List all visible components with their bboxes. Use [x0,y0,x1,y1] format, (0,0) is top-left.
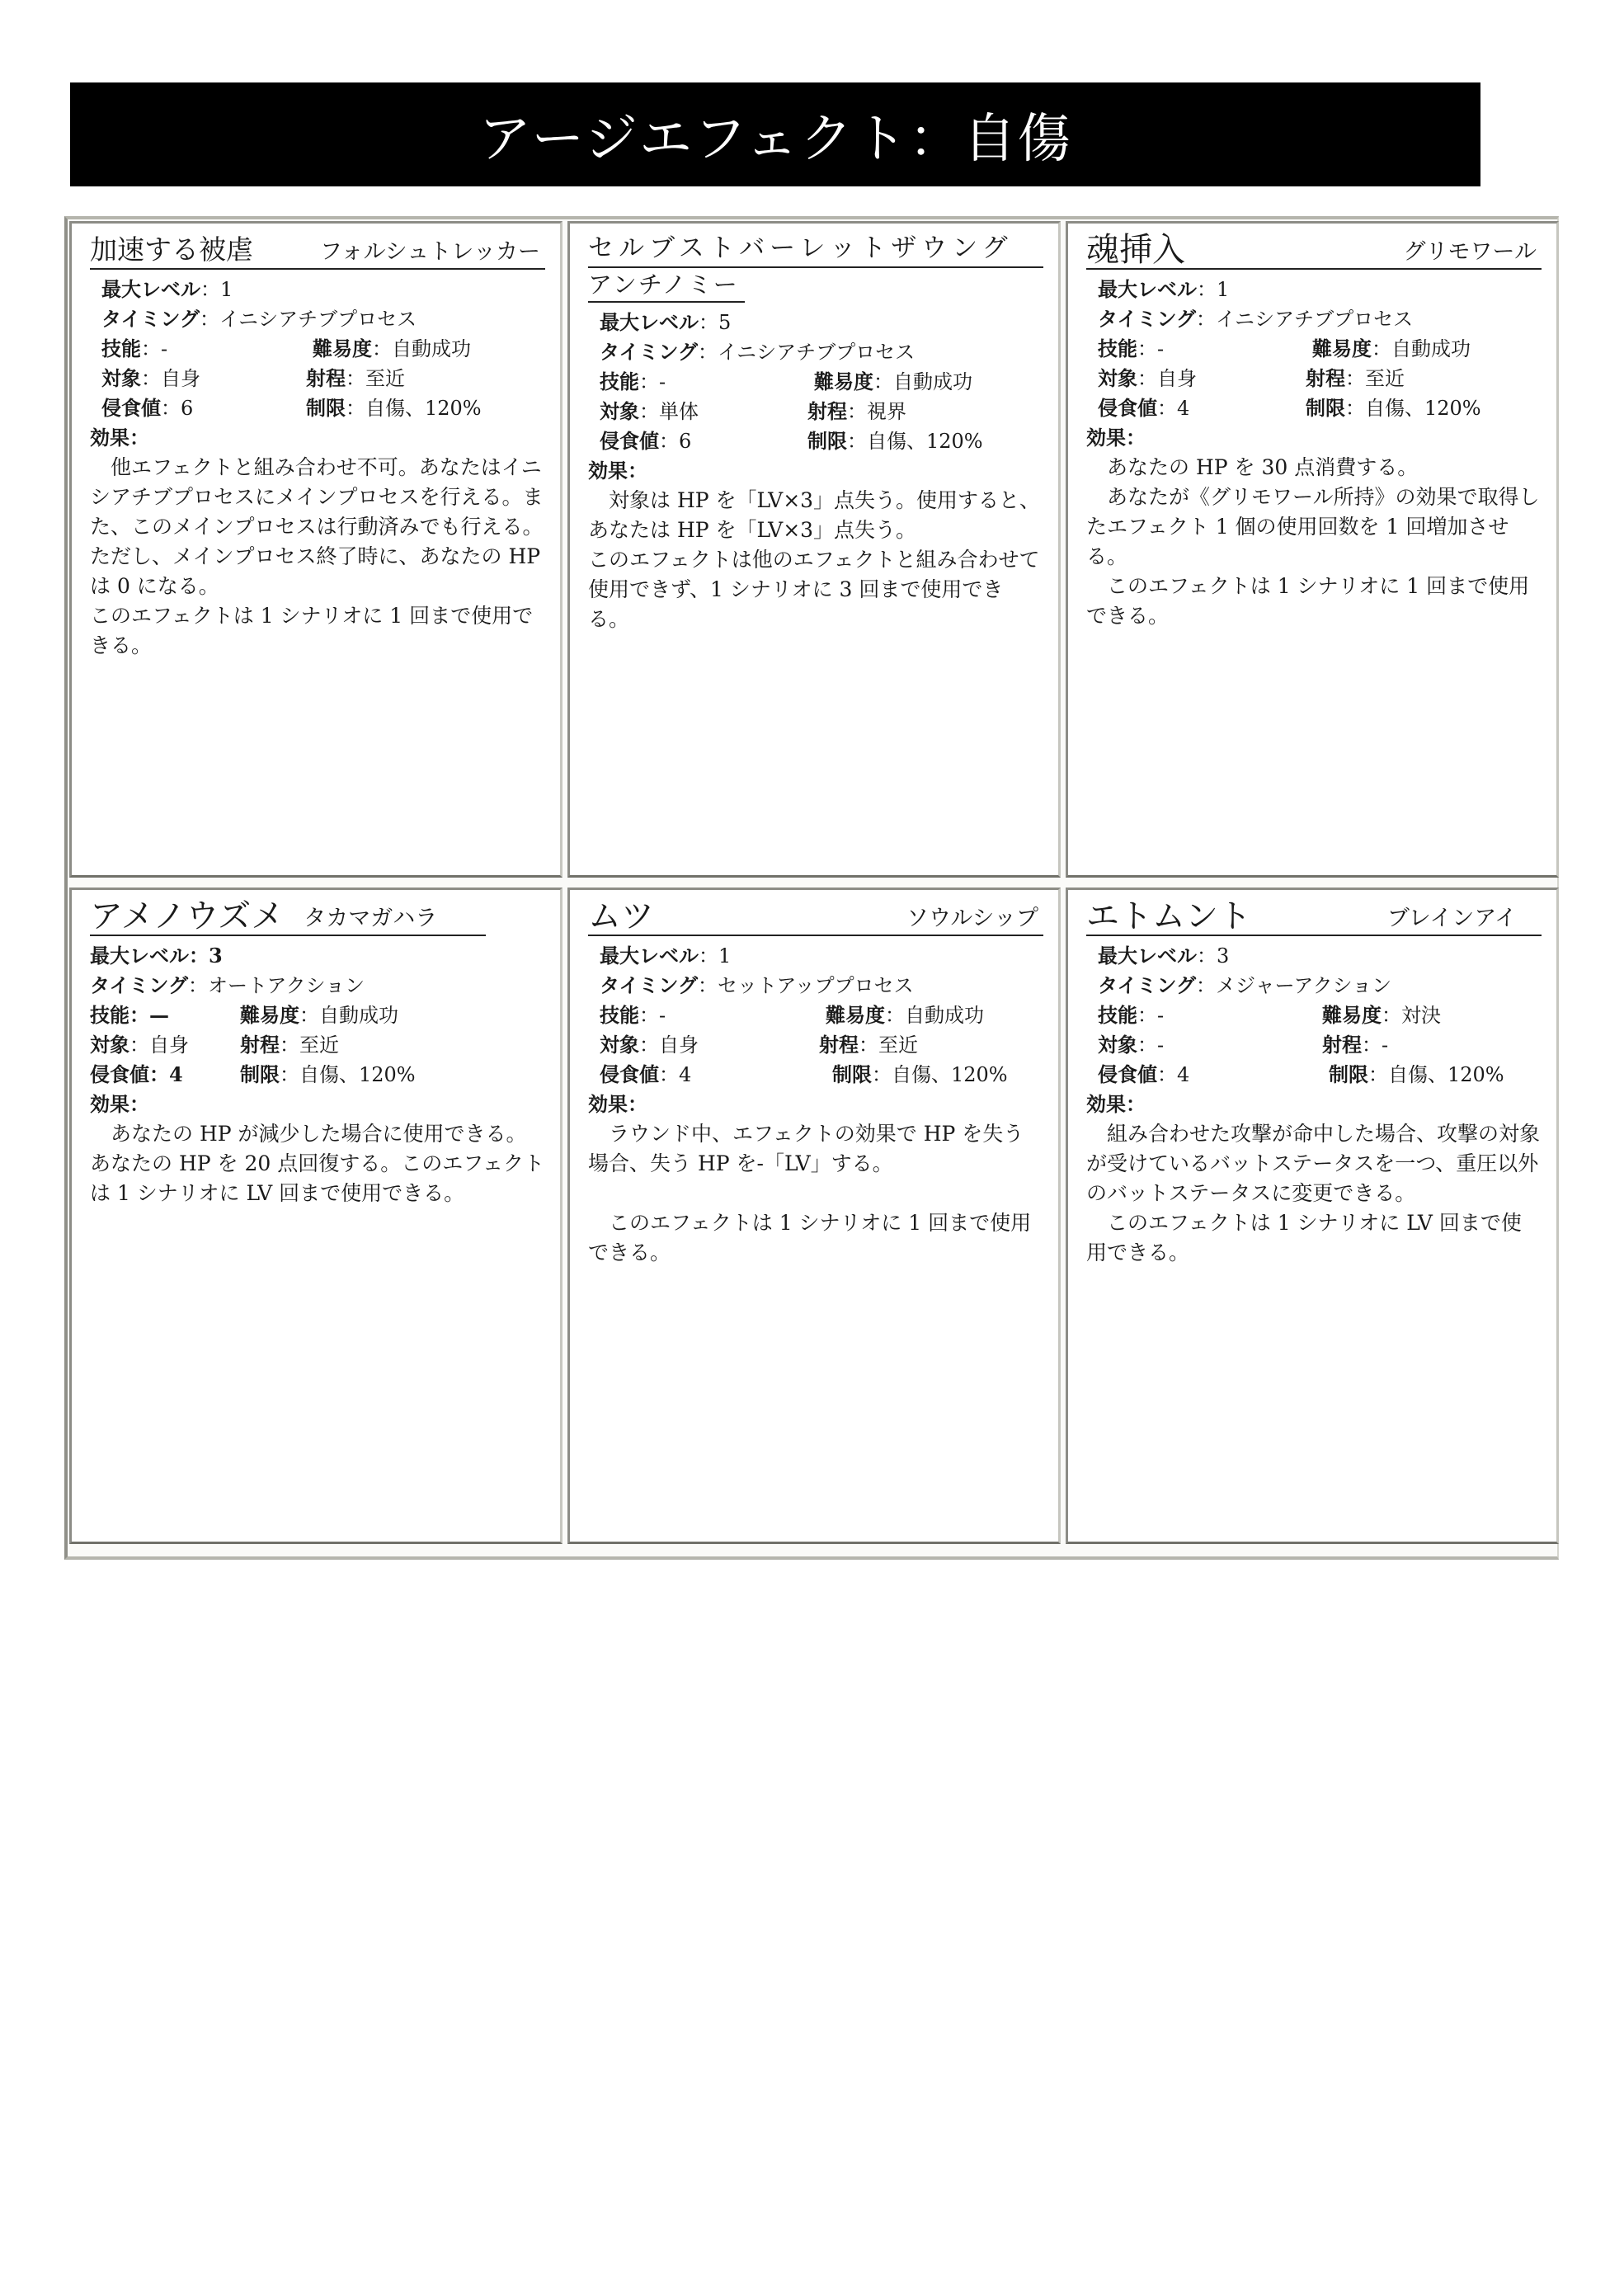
effect-paragraph: 組み合わせた攻撃が命中した場合、攻撃の対象が受けているバットステータスを一つ、重圧以外のバットステータスに変更できる。 [1086,1122,1541,1205]
timing-label: タイミング [600,973,699,997]
skill-label: 技能 [90,1003,129,1027]
difficulty-label: 難易度 [826,1003,885,1027]
syndrome-name: ソウルシップ [906,906,1038,931]
erosion-value: ：6 [659,430,692,453]
max-level-label: 最大レベル [1098,277,1197,301]
effect-card [69,888,563,1544]
effect-name: セルブストバーレットザウング [588,232,1043,268]
target-value: ：自身 [141,367,200,390]
effect-text [588,486,1043,634]
target-label: 対象 [600,1033,639,1057]
erosion-value: ：4 [1157,397,1190,420]
range-value: ：至近 [859,1033,918,1057]
effect-text [588,1119,1043,1268]
difficulty-value: ：対決 [1382,1004,1441,1027]
effect-name: エトムント [1086,897,1251,935]
target-value: ：自身 [1137,367,1197,390]
effect-text [90,453,545,661]
erosion-label: 侵食値 [101,396,161,420]
effect-card [1066,221,1559,878]
difficulty-value: ：自動成功 [372,337,471,360]
erosion-label: 侵食値 [600,1062,659,1086]
range-label: 射程 [807,399,847,423]
effect-paragraph: このエフェクトは 1 シナリオに 1 回まで使用できる。 [588,1211,1032,1264]
difficulty-label: 難易度 [313,337,372,360]
difficulty-label: 難易度 [1322,1003,1382,1027]
limit-label: 制限 [832,1062,872,1086]
effect-name: 加速する被虐 [90,233,253,266]
difficulty-value: ：自動成功 [299,1004,398,1027]
timing-label: タイミング [101,307,200,331]
skill-value: ：— [129,1003,169,1027]
target-label: 対象 [101,366,141,390]
skill-value: ：- [1137,1004,1165,1027]
card-header [588,232,1043,303]
skill-value: ：- [1137,337,1165,360]
effect-paragraph: 他エフェクトと組み合わせ不可。あなたはイニシアチブプロセスにメインプロセスを行える。また、このメインプロセスは行動済みでも行える。ただし、メインプロセス終了時に、あなたの HP は 0 になる。 [90,455,544,598]
effect-text [1086,453,1542,631]
skill-value: ：- [639,1004,666,1027]
erosion-value: ：4 [1157,1063,1190,1086]
syndrome-name: フォルシュトレッカー [319,239,540,265]
skill-label: 技能 [600,370,639,393]
effect-paragraph: あなたが《グリモワール所持》の効果で取得したエフェクト 1 個の使用回数を 1 回増加させる。 [1086,485,1540,568]
skill-label: 技能 [1098,337,1137,360]
range-label: 射程 [819,1033,859,1057]
effect-paragraph: このエフェクトは 1 シナリオに LV 回まで使用できる。 [1086,1211,1522,1264]
effect-label: 効果： [1086,426,1146,450]
limit-label: 制限 [306,396,346,420]
skill-label: 技能 [600,1003,639,1027]
effect-text [90,1119,545,1208]
max-level-value: ：1 [699,944,732,968]
limit-value: ：自傷、120% [1345,397,1481,420]
erosion-label: 侵食値 [1098,396,1157,420]
target-value: ：単体 [639,400,699,423]
effect-card [567,888,1061,1544]
range-label: 射程 [240,1033,280,1057]
effect-label: 効果： [1086,1092,1146,1116]
difficulty-value: ：自動成功 [1372,337,1471,360]
effect-card-grid [64,216,1559,1560]
limit-value: ：自傷、120% [1368,1063,1504,1086]
max-level-value: ：5 [699,311,732,334]
syndrome-name: ブレインアイ [1386,906,1517,931]
effect-name: アメノウズメ [90,897,285,935]
effect-label: 効果： [90,426,149,450]
range-value: ：視界 [847,400,906,423]
effect-card [567,221,1061,878]
difficulty-label: 難易度 [1312,337,1372,360]
timing-value: ：セットアッププロセス [698,974,914,997]
timing-value: ：イニシアチブプロセス [1196,308,1414,331]
syndrome-name: タカマガハラ [304,906,438,931]
effect-paragraph [588,1179,1043,1208]
range-value: ：至近 [1345,367,1405,390]
effect-paragraph: あなたの HP を 30 点消費する。 [1086,455,1419,479]
effect-name: 魂挿入 [1086,231,1185,269]
timing-value: ：オートアクション [188,974,365,997]
erosion-value: ：4 [659,1063,692,1086]
page-title: アージエフェクト：自傷 [70,82,1480,186]
target-label: 対象 [1098,366,1137,390]
effect-paragraph: あなたの HP が減少した場合に使用できる。あなたの HP を 20 点回復する。このエフェクトは 1 シナリオに LV 回まで使用できる。 [90,1122,544,1205]
target-value: ：- [1137,1033,1165,1057]
max-level-label: 最大レベル [600,310,699,334]
limit-value: ：自傷、120% [872,1063,1008,1086]
limit-label: 制限 [807,429,847,453]
effect-card [1066,888,1559,1544]
max-level-label: 最大レベル [600,944,699,968]
range-label: 射程 [306,366,346,390]
timing-label: タイミング [1098,307,1197,331]
max-level-value: ：3 [1197,944,1230,968]
difficulty-value: ：自動成功 [873,370,972,393]
max-level-value: ：1 [1197,278,1230,301]
skill-value: ：- [639,370,666,393]
effect-name: ムツ [588,897,654,935]
max-level-value: ：1 [200,278,233,301]
effect-paragraph: このエフェクトは 1 シナリオに 1 回まで使用できる。 [90,604,534,657]
target-value: ：自身 [129,1033,189,1057]
limit-value: ：自傷、120% [346,397,482,420]
effect-paragraph: このエフェクトは 1 シナリオに 1 回まで使用できる。 [1086,574,1530,628]
limit-value: ：自傷、120% [280,1063,416,1086]
effect-paragraph: ラウンド中、エフェクトの効果で HP を失う場合、失う HP を-「LV」する。 [588,1122,1024,1175]
card-header [90,898,486,936]
limit-value: ：自傷、120% [847,430,983,453]
erosion-value: ：4 [149,1062,183,1086]
target-label: 対象 [600,399,639,423]
target-label: 対象 [90,1033,129,1057]
range-label: 射程 [1322,1033,1362,1057]
timing-label: タイミング [90,973,189,997]
timing-value: ：イニシアチブプロセス [200,308,417,331]
max-level-value: ：3 [189,944,223,968]
syndrome-name: グリモワール [1403,239,1537,265]
range-value: ：至近 [346,367,405,390]
difficulty-label: 難易度 [240,1003,299,1027]
effect-card [69,221,563,878]
limit-label: 制限 [1329,1062,1368,1086]
card-header [1086,898,1542,936]
effect-label: 効果： [90,1092,149,1116]
syndrome-name: アンチノミー [588,268,745,303]
range-value: ：至近 [280,1033,339,1057]
max-level-label: 最大レベル [101,277,200,301]
difficulty-value: ：自動成功 [885,1004,984,1027]
effect-label: 効果： [588,1092,647,1116]
target-value: ：自身 [639,1033,699,1057]
timing-value: ：イニシアチブプロセス [698,341,916,364]
timing-label: タイミング [600,340,699,364]
limit-label: 制限 [240,1062,280,1086]
card-header [90,232,545,270]
erosion-label: 侵食値 [600,429,659,453]
skill-value: ：- [141,337,168,360]
card-header [1086,232,1542,270]
erosion-label: 侵食値 [1098,1062,1157,1086]
skill-label: 技能 [1098,1003,1137,1027]
max-level-label: 最大レベル [1098,944,1197,968]
target-label: 対象 [1098,1033,1137,1057]
limit-label: 制限 [1306,396,1345,420]
effect-paragraph: このエフェクトは他のエフェクトと組み合わせて使用できず、1 シナリオに 3 回まで使用できる。 [588,548,1040,631]
range-label: 射程 [1306,366,1345,390]
timing-value: ：メジャーアクション [1196,974,1392,997]
timing-label: タイミング [1098,973,1197,997]
range-value: ：- [1362,1033,1389,1057]
erosion-label: 侵食値 [90,1062,149,1086]
skill-label: 技能 [101,337,141,360]
card-header [588,898,1043,936]
erosion-value: ：6 [161,397,194,420]
difficulty-label: 難易度 [814,370,873,393]
effect-text [1086,1119,1542,1268]
effect-label: 効果： [588,459,647,483]
effect-paragraph: 対象は HP を「LV×3」点失う。使用すると、あなたは HP を「LV×3」点失う。 [588,488,1041,542]
max-level-label: 最大レベル [90,944,189,968]
